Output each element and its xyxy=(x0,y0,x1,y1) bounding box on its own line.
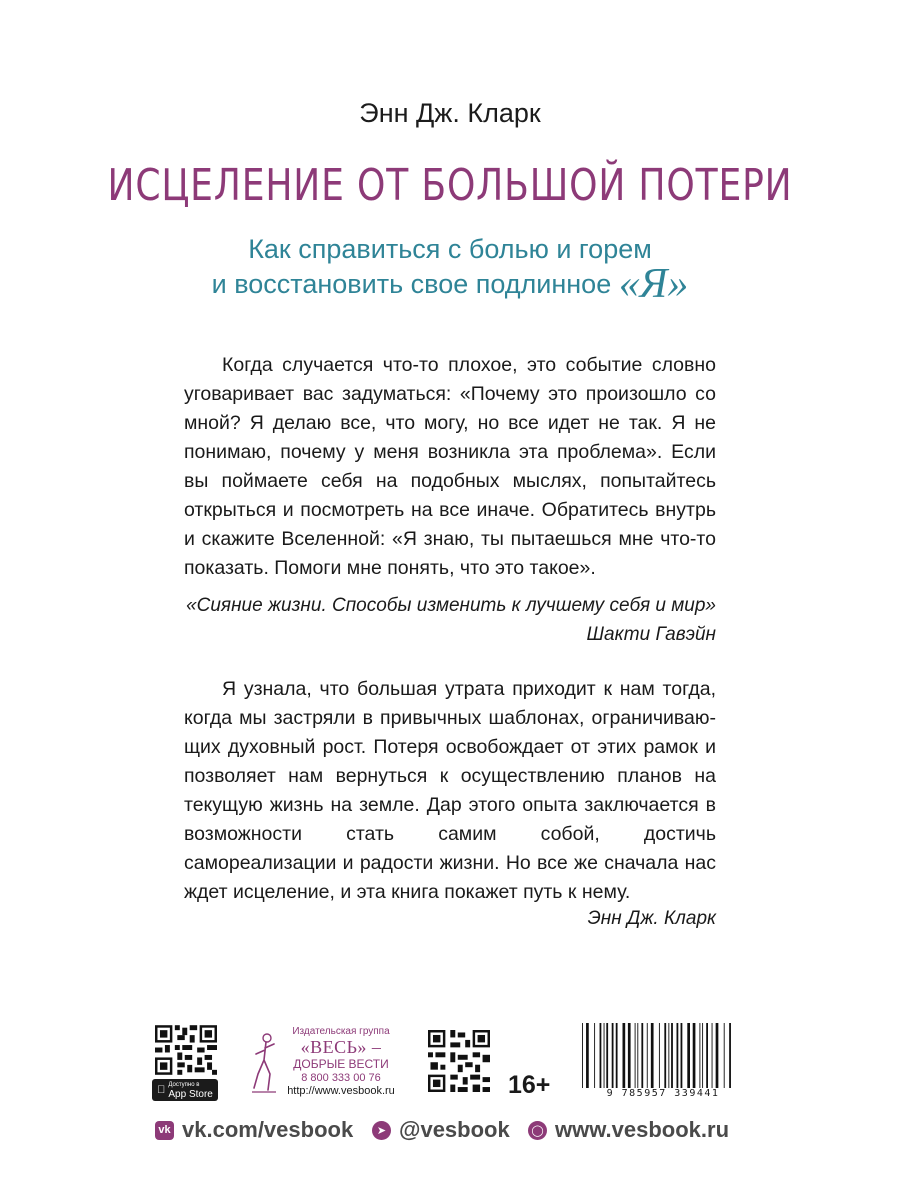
barcode-bar xyxy=(594,1023,595,1089)
quote-source: «Сияние жизни. Способы изменить к лучшему себя и мир» xyxy=(186,595,716,616)
barcode-bar xyxy=(687,1023,690,1089)
annotation-paragraph-1: Когда случается что-то плохое, это событие словно уговаривает вас задуматься: «Почему это произошло со мной? Я делаю все, что могу, но все идет не так. Я не понимаю, почему у меня возникла эта проблема». Если вы поймаете себя на подобных мыслях, попытайтесь открыться и посмотреть на все иначе. Обратитесь внутрь и скажите Вселенной: «Я знаю, ты пытаешься мне что-то показать. Помоги мне понять, что это такое». xyxy=(184,354,716,579)
barcode-bar xyxy=(706,1023,708,1089)
book-subtitle xyxy=(0,232,900,307)
barcode-bar xyxy=(628,1023,631,1089)
app-store-text xyxy=(164,1081,212,1100)
barcode-bar xyxy=(604,1023,605,1089)
social-vk[interactable] xyxy=(155,1117,353,1143)
app-qr-code-icon xyxy=(155,1025,217,1075)
author-name-top: Энн Дж. Кларк xyxy=(359,98,541,128)
barcode-bar xyxy=(712,1023,713,1089)
subtitle-line-2-text: и восстановить свое подлинное xyxy=(211,269,612,299)
barcode-bar xyxy=(702,1023,703,1089)
publisher-group: Издательская группа xyxy=(292,1026,390,1037)
globe-icon: ◯ xyxy=(528,1121,547,1140)
barcode-bar xyxy=(659,1023,660,1089)
vk-link[interactable]: vk.com/vesbook xyxy=(182,1117,354,1142)
barcode-bar xyxy=(681,1023,683,1089)
barcode-bar xyxy=(606,1023,608,1089)
publisher-url[interactable]: http://www.vesbook.ru xyxy=(287,1085,395,1097)
social-telegram[interactable] xyxy=(372,1117,510,1143)
apple-icon xyxy=(157,1084,165,1096)
telegram-link[interactable]: @vesbook xyxy=(399,1117,510,1142)
quote-author: Шакти Гавэйн xyxy=(586,624,716,645)
barcode-bar xyxy=(586,1023,589,1089)
barcode-bar xyxy=(635,1023,636,1089)
author-signature: Энн Дж. Кларк xyxy=(587,908,716,929)
barcode-bar xyxy=(677,1023,679,1089)
barcode-bar xyxy=(612,1023,614,1089)
barcode-bar xyxy=(582,1023,583,1089)
vk-icon: vk xyxy=(155,1121,174,1140)
site-qr-code-icon xyxy=(428,1030,490,1092)
subtitle-line-2 xyxy=(0,261,900,307)
barcode-bar xyxy=(651,1023,654,1089)
barcode-bar xyxy=(671,1023,673,1089)
subtitle-line-1: Как справиться с болью и горем xyxy=(248,234,652,264)
barcode-bar xyxy=(616,1023,618,1089)
social-website[interactable] xyxy=(528,1117,729,1143)
age-rating: 16+ xyxy=(508,1071,551,1099)
barcode-bar xyxy=(664,1023,666,1089)
barcode-bar xyxy=(668,1023,669,1089)
barcode-bar xyxy=(623,1023,626,1089)
barcode-bar xyxy=(637,1023,638,1089)
barcode-bar xyxy=(600,1023,602,1089)
publisher-name-2: ДОБРЫЕ ВЕСТИ xyxy=(293,1057,389,1071)
quote-attribution xyxy=(116,591,716,649)
barcode-bar xyxy=(716,1023,719,1089)
barcode-bar xyxy=(699,1023,700,1089)
barcode-bar xyxy=(729,1023,731,1089)
telegram-icon: ➤ xyxy=(372,1121,391,1140)
annotation-paragraph-2: Я узнала, что большая утрата приходит к нам тогда, когда мы застряли в привычных шаблонах, ограничиваю-щих духовный рост. Потеря освобождает от этих рамок и позволяет нам вернуться к осуществлению планов на текущую жизнь на земле. Дар этого опыта заключается в возможности стать самим собой, достичь самореализации и радости жизни. Но все же сначала нас ждет исцеление, и эта книга покажет путь к нему. xyxy=(184,678,716,903)
barcode-bar xyxy=(693,1023,696,1089)
barcode-bar xyxy=(647,1023,648,1089)
app-store-line-2: App Store xyxy=(164,1089,209,1100)
barcode-bar xyxy=(641,1023,643,1089)
subtitle-ya: «Я» xyxy=(618,261,689,307)
book-title: ИСЦЕЛЕНИЕ ОТ БОЛЬШОЙ ПОТЕРИ xyxy=(107,160,793,211)
app-store-badge[interactable] xyxy=(152,1079,218,1101)
isbn-number: 9 785957 339441 xyxy=(578,1088,748,1099)
publisher-info xyxy=(286,1026,396,1098)
app-store-line-1: Доступно в xyxy=(164,1082,196,1088)
publisher-phone: 8 800 333 00 76 xyxy=(301,1072,381,1084)
publisher-name: «ВЕСЬ» – xyxy=(300,1037,382,1057)
website-link[interactable]: www.vesbook.ru xyxy=(555,1117,730,1142)
publisher-logo-icon xyxy=(250,1030,280,1100)
barcode-bar xyxy=(724,1023,725,1089)
